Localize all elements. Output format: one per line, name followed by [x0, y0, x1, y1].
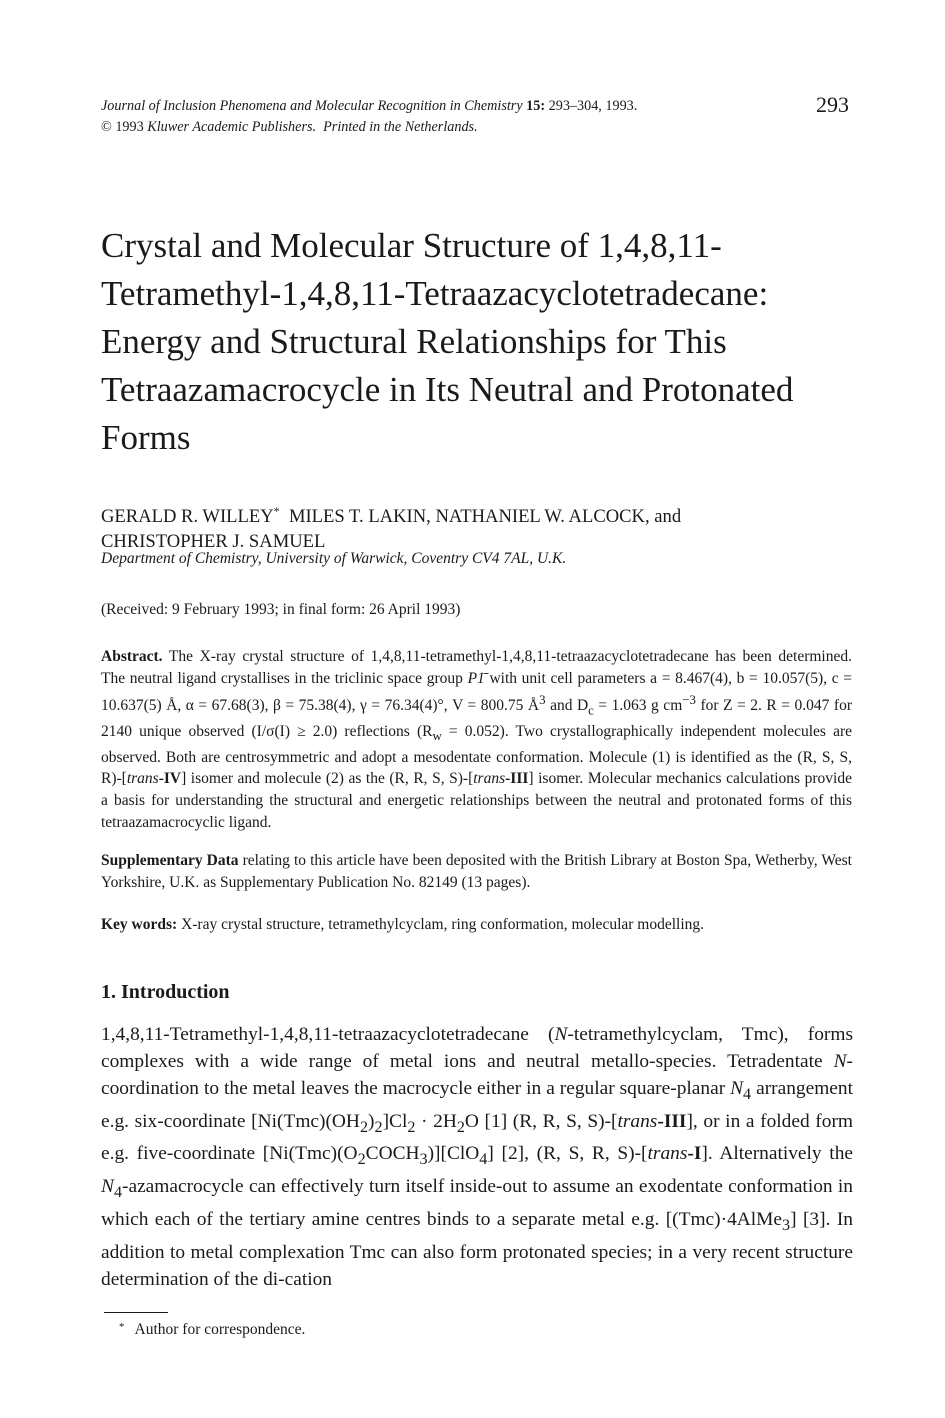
- introduction-paragraph: [101, 1022, 853, 1294]
- supplementary-data: [101, 850, 852, 893]
- body-text: COCH: [365, 1143, 420, 1165]
- publisher-name: Kluwer Academic Publishers.: [147, 119, 317, 135]
- key-words-label: Key words:: [101, 916, 178, 933]
- body-text: ): [368, 1110, 375, 1132]
- correspondence-star: *: [273, 504, 280, 518]
- article-title: [101, 222, 861, 462]
- abstract-text: = 0.052). Two crystallographically independent molecules are observed. Both are centrosymmetric and adopt a mesodentate conformation. Molecule (1) is identified as the (R, S, S, R)-[: [101, 723, 852, 788]
- body-text: 1,4,8,11-Tetramethyl-1,4,8,11-tetraazacyclotetradecane (: [101, 1024, 555, 1045]
- key-words: [101, 914, 852, 936]
- body-text: ] [3]. In addition to metal complexation Tmc can also form protonated species; in a very recent structure determination of the di-cation: [101, 1208, 853, 1290]
- subscript: 2: [407, 1118, 416, 1136]
- space-group: P1̄: [467, 669, 485, 687]
- journal-volume: 15:: [526, 98, 546, 114]
- superscript: −3: [682, 692, 696, 708]
- subscript: 3: [782, 1216, 791, 1234]
- subscript: 2: [359, 1118, 369, 1136]
- subscript: 2: [357, 1151, 366, 1169]
- supplementary-text: relating to this article have been deposited with the British Library at Boston Spa, Wetherby, West Yorkshire, U.K. as Supplementary Publication No. 82149 (13 pages).: [101, 852, 852, 891]
- author-line: [101, 499, 851, 529]
- title-line: Crystal and Molecular Structure of 1,4,8,11-: [101, 226, 722, 265]
- key-words-text: X-ray crystal structure, tetramethylcyclam, ring conformation, molecular modelling.: [177, 916, 705, 933]
- section-heading: 1. Introduction: [101, 981, 230, 1003]
- page-number: 293: [816, 92, 849, 117]
- supplementary-label: Supplementary Data: [101, 852, 239, 869]
- isomer-label: -I: [687, 1143, 702, 1165]
- superscript: 3: [539, 692, 546, 708]
- subscript: 2: [456, 1118, 465, 1136]
- body-text: ], or in a folded form e.g. five-coordinate [Ni(Tmc)(O: [101, 1110, 853, 1165]
- abstract-text: and D: [545, 697, 589, 715]
- body-text: ]Cl: [382, 1110, 408, 1132]
- footnote-divider: [104, 1312, 168, 1313]
- title-line: Forms: [101, 418, 191, 457]
- subscript: 3: [419, 1151, 428, 1169]
- body-text: · 2H: [415, 1110, 457, 1132]
- copyright-line: [101, 117, 851, 138]
- body-text: -tetramethylcyclam, Tmc), forms complexes with a wide range of metal ions and neutral metallo-species. Tetradentate: [101, 1024, 853, 1072]
- body-text: ] [2], (R, S, R, S)-[: [487, 1143, 648, 1165]
- journal-pages-year: 293–304, 1993.: [548, 98, 638, 114]
- body-text: O [1] (R, R, S, S)-[: [464, 1110, 618, 1132]
- isomer-label: -IV: [158, 770, 182, 788]
- author-names: MILES T. LAKIN, NATHANIEL W. ALCOCK, and: [288, 506, 682, 528]
- body-text: )][ClO: [427, 1143, 480, 1165]
- italic-n: N: [554, 1024, 568, 1045]
- title-line: Energy and Structural Relationships for This: [101, 322, 727, 361]
- abstract-text: = 1.063 g cm: [593, 697, 683, 715]
- italic-trans: trans: [617, 1110, 658, 1132]
- subscript: 4: [113, 1184, 123, 1202]
- isomer-label: -III: [505, 770, 529, 788]
- copyright-year: 1993: [115, 119, 144, 135]
- author-affiliation: Department of Chemistry, University of Warwick, Coventry CV4 7AL, U.K.: [101, 550, 567, 567]
- italic-trans: trans: [647, 1143, 688, 1165]
- journal-citation-line: [101, 96, 851, 117]
- title-line: Tetraazamacrocycle in Its Neutral and Protonated: [101, 370, 794, 409]
- copyright-symbol: ©: [101, 119, 112, 135]
- italic-n: N: [730, 1077, 744, 1099]
- body-text: -azamacrocycle can effectively turn itself inside-out to assume an exodentate conformation in which each of the tertiary amine centres binds to a separate metal e.g. [(Tmc)·4AlMe: [101, 1176, 853, 1230]
- abstract-text: ] isomer. Molecular mechanics calculations provide a basis for understanding the structural and energetic relationships between the neutral and protonated forms of this tetraazamacrocyclic ligand.: [101, 770, 852, 831]
- abstract: [101, 646, 852, 833]
- author-line: CHRISTOPHER J. SAMUEL: [101, 531, 326, 553]
- isomer-label: -III: [657, 1110, 687, 1132]
- author-list: [101, 499, 851, 554]
- subscript: c: [588, 702, 594, 718]
- title-line: Tetramethyl-1,4,8,11-Tetraazacyclotetradecane:: [101, 274, 769, 313]
- footnote-text: Author for correspondence.: [134, 1321, 306, 1338]
- italic-trans: trans: [126, 770, 159, 788]
- footnote: [119, 1321, 305, 1339]
- italic-n: N: [101, 1176, 114, 1198]
- journal-name: Journal of Inclusion Phenomena and Molecular Recognition in Chemistry: [101, 98, 523, 114]
- subscript: 2: [374, 1118, 383, 1136]
- author-name: GERALD R. WILLEY: [101, 506, 274, 528]
- abstract-text: with unit cell parameters a = 8.467(4), b = 10.057(5), c = 10.637(5) Å, α = 67.68(3), β = 75.38(4), γ = 76.34(4)°, V = 800.75 Å: [101, 669, 852, 715]
- italic-n: N: [833, 1050, 847, 1072]
- abstract-text: The X-ray crystal structure of 1,4,8,11-tetramethyl-1,4,8,11-tetraazacyclotetradecane has been determined. The neutral ligand crystallises in the triclinic space group: [101, 648, 852, 687]
- subscript: 4: [479, 1151, 488, 1169]
- subscript: 4: [743, 1085, 752, 1103]
- italic-trans: trans: [473, 770, 506, 788]
- received-dates: (Received: 9 February 1993; in final form: 26 April 1993): [101, 601, 461, 618]
- abstract-text: for Z = 2. R = 0.047 for 2140 unique observed (I/σ(I) ≥ 2.0) reflections (R: [101, 697, 852, 741]
- abstract-text: ] isomer and molecule (2) as the (R, R, S, S)-[: [181, 770, 474, 788]
- subscript: w: [432, 728, 442, 744]
- body-text: -coordination to the metal leaves the macrocycle either in a regular square-planar: [101, 1050, 853, 1099]
- footnote-star: *: [119, 1321, 125, 1333]
- body-text: arrangement e.g. six-coordinate [Ni(Tmc)(OH: [101, 1077, 853, 1132]
- journal-header: [101, 96, 851, 138]
- body-text: ]. Alternatively the: [701, 1143, 853, 1165]
- abstract-label: Abstract.: [101, 648, 163, 665]
- printed-location: Printed in the Netherlands.: [323, 119, 478, 135]
